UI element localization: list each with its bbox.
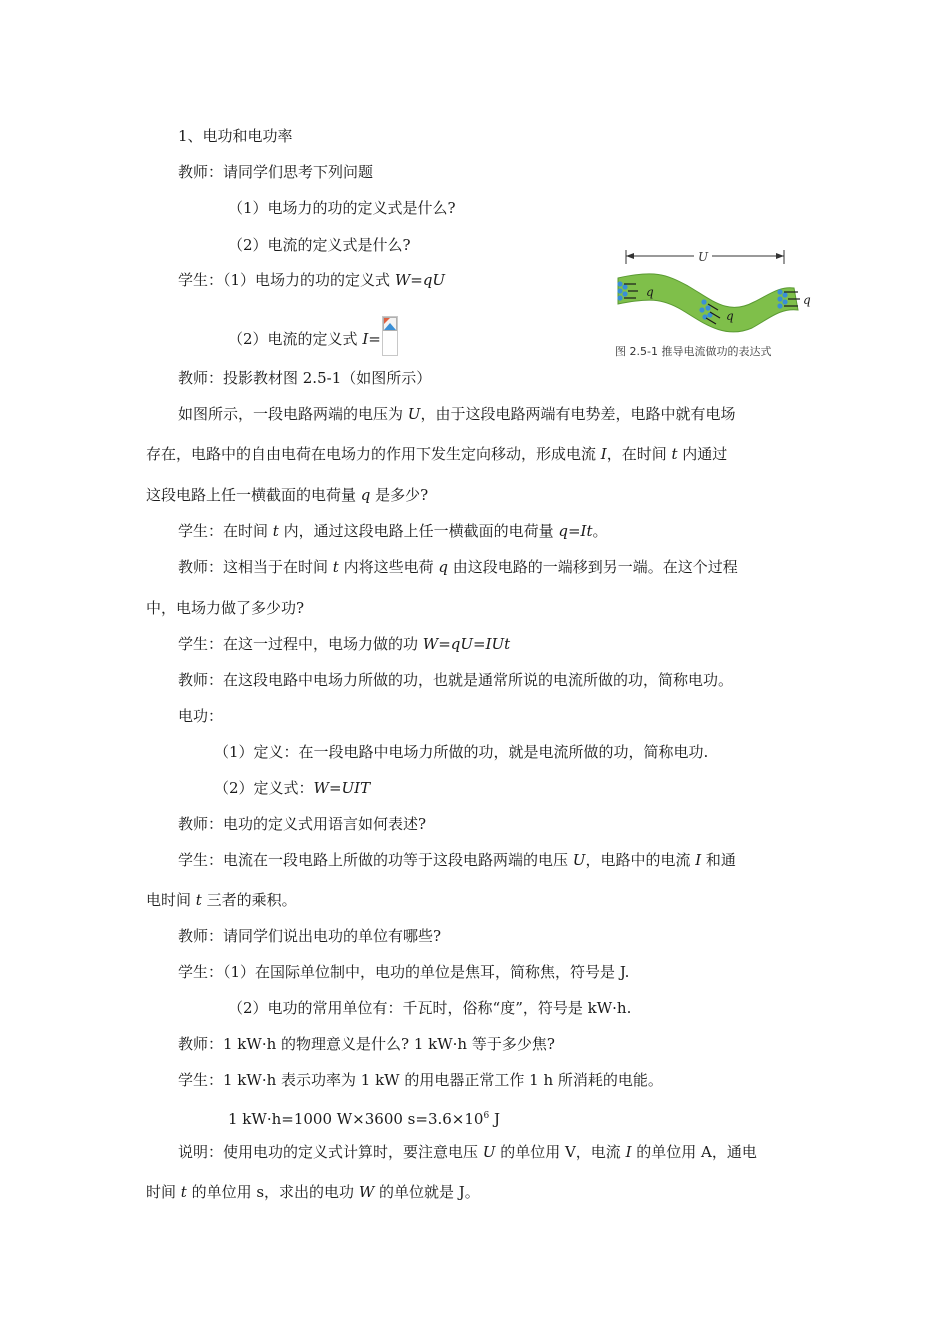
exponent: 6	[483, 1111, 490, 1121]
voltage-label: U	[697, 250, 709, 264]
text-span: J	[489, 1110, 500, 1128]
formula: W=qU	[394, 271, 446, 289]
text-line: 中，电场力做了多少功?	[146, 599, 305, 617]
text-line: （2）电功的常用单位有：千瓦时，俗称“度”，符号是 kW·h.	[228, 999, 632, 1017]
text-line	[146, 890, 297, 910]
text-line: 电功：	[178, 707, 224, 725]
text-span: 的单位用 s，求出的电功	[186, 1183, 359, 1201]
var: t	[332, 558, 339, 576]
text-span: ，由于这段电路两端有电势差，电路中就有电场	[420, 405, 736, 423]
var: U	[407, 405, 421, 423]
text-line	[178, 404, 735, 424]
text-line	[178, 270, 445, 290]
text-span: 内通过	[677, 445, 728, 463]
var: t	[180, 1183, 187, 1201]
var: I	[600, 445, 607, 463]
text-span: 教师：这相当于在时间	[178, 558, 333, 576]
var: U	[482, 1143, 496, 1161]
var: t	[195, 891, 202, 909]
text-span: 内将这些电荷	[338, 558, 439, 576]
var: q	[360, 486, 371, 504]
text-line	[178, 850, 736, 870]
text-line	[178, 1142, 757, 1162]
text-span: 由这段电路的一端移到另一端。在这个过程	[447, 558, 738, 576]
text-span: 是多少?	[370, 486, 429, 504]
var: U	[572, 851, 586, 869]
text-span: 存在，电路中的自由电荷在电场力的作用下发生定向移动，形成电流	[146, 445, 601, 463]
var: I	[695, 851, 702, 869]
var: t	[671, 445, 678, 463]
text-line	[146, 444, 727, 464]
var: q	[438, 558, 448, 576]
text-line	[214, 778, 370, 798]
text-line: 学生：（1）在国际单位制中，电功的单位是焦耳，简称焦，符号是 J.	[178, 963, 630, 981]
text-span: ，在时间	[606, 445, 672, 463]
text-span: 和通	[701, 851, 736, 869]
formula: q=It	[558, 522, 593, 540]
text-line: 教师：电功的定义式用语言如何表述?	[178, 815, 427, 833]
text-span: （2）电流的定义式	[228, 330, 363, 348]
text-span: 学生：电流在一段电路上所做的功等于这段电路两端的电压	[178, 851, 573, 869]
text-line: 学生：1 kW·h 表示功率为 1 kW 的用电器正常工作 1 h 所消耗的电能。	[178, 1071, 663, 1089]
text-line: 教师：投影教材图 2.5-1（如图所示）	[178, 369, 432, 387]
text-span: ，电路中的电流	[585, 851, 696, 869]
text-line	[178, 634, 510, 654]
text-span: 时间	[146, 1183, 181, 1201]
formula: W=qU=IUt	[422, 635, 511, 653]
conductor-band	[618, 274, 798, 332]
var: t	[272, 522, 279, 540]
section-heading: 1、电功和电功率	[178, 127, 293, 145]
text-line	[178, 557, 738, 577]
text-span: 学生：（1）电场力的功的定义式	[178, 271, 395, 289]
text-line: （1）定义：在一段电路中电场力所做的功，就是电流所做的功，简称电功.	[214, 743, 709, 761]
text-line	[146, 485, 428, 505]
figure-caption: 图 2.5-1 推导电流做功的表达式	[615, 345, 772, 358]
text-line: （2）电流的定义式是什么?	[228, 236, 411, 254]
text-line	[228, 1106, 500, 1129]
text-span: 如图所示，一段电路两端的电压为	[178, 405, 408, 423]
text-span: 。	[592, 522, 608, 540]
text-line: 教师：1 kW·h 的物理意义是什么? 1 kW·h 等于多少焦?	[178, 1035, 555, 1053]
broken-image-icon	[382, 316, 398, 356]
text-span: 的单位用 V，电流	[495, 1143, 626, 1161]
charge-label-middle: q	[726, 309, 734, 323]
text-span: （2）定义式：	[214, 779, 314, 797]
text-line	[228, 316, 398, 356]
text-span: 三者的乘积。	[201, 891, 297, 909]
text-span: 学生：在这一过程中，电场力做的功	[178, 635, 423, 653]
text-line: 教师：请同学们说出电功的单位有哪些?	[178, 927, 442, 945]
arrow-left-icon	[626, 253, 634, 259]
text-line	[146, 1182, 480, 1202]
text-span: 电时间	[146, 891, 196, 909]
conductor-diagram	[604, 246, 818, 342]
formula: I=	[362, 330, 381, 348]
text-line	[178, 521, 608, 541]
charge-label-right: q	[803, 293, 811, 307]
formula: W=UIT	[313, 779, 371, 797]
var: W	[358, 1183, 375, 1201]
text-span: 内，通过这段电路上任一横截面的电荷量	[278, 522, 559, 540]
var: I	[625, 1143, 632, 1161]
text-span: 这段电路上任一横截面的电荷量	[146, 486, 361, 504]
text-span: 的单位就是 J。	[374, 1183, 480, 1201]
text-span: 的单位用 A，通电	[631, 1143, 757, 1161]
text-span: 1 kW·h=1000 W×3600 s=3.6×10	[228, 1110, 484, 1128]
arrow-right-icon	[776, 253, 784, 259]
text-span: 说明：使用电功的定义式计算时，要注意电压	[178, 1143, 483, 1161]
text-line: （1）电场力的功的定义式是什么?	[228, 199, 456, 217]
text-line: 教师：请同学们思考下列问题	[178, 163, 374, 181]
charge-label-left: q	[646, 285, 654, 299]
text-span: 学生：在时间	[178, 522, 273, 540]
text-line: 教师：在这段电路中电场力所做的功，也就是通常所说的电流所做的功，简称电功。	[178, 671, 734, 689]
